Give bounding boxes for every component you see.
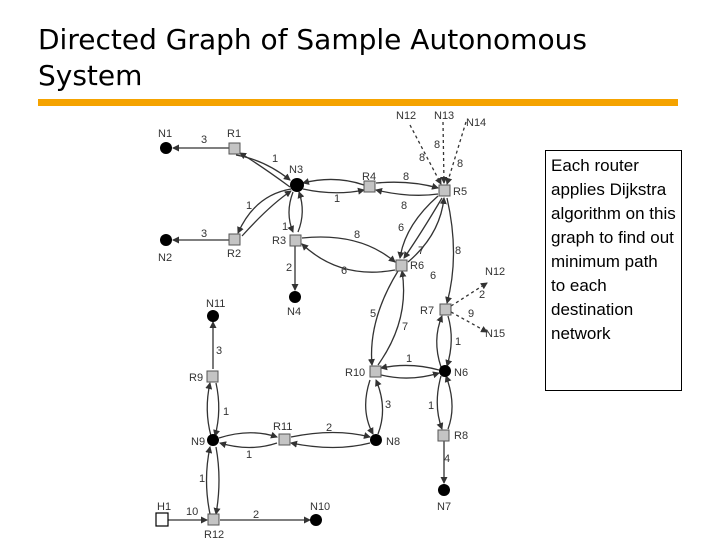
node-r1: [229, 143, 240, 154]
node-r5: [439, 185, 450, 196]
weight-r6-r3: 6: [341, 265, 348, 277]
label-r6: R6: [410, 260, 425, 272]
weight-r10-r6: 7: [402, 321, 409, 333]
edge-r8-n6: [446, 376, 452, 429]
edge-n14-r5: [447, 122, 466, 184]
label-n2: N2: [158, 252, 173, 264]
weight-n6-r8: 1: [428, 400, 435, 412]
label-n11: N11: [206, 298, 226, 310]
weight-r8-n7: 4: [444, 453, 451, 465]
label-r3: R3: [272, 235, 287, 247]
node-n9: [207, 434, 219, 446]
node-r9: [207, 371, 218, 382]
label-r7: R7: [420, 305, 435, 317]
edge-n3-r1: [240, 153, 290, 187]
node-n8: [370, 434, 382, 446]
weight-r12-n9: 1: [199, 473, 206, 485]
node-n7: [438, 484, 450, 496]
node-n6: [439, 365, 451, 377]
edge-n9-r9: [207, 383, 211, 436]
node-r6: [396, 260, 407, 271]
weight-n9-r11: 1: [246, 449, 253, 461]
label-n3: N3: [289, 164, 304, 176]
weight-r5-r6-b: 7: [418, 245, 425, 257]
label-r4: R4: [362, 171, 377, 183]
weight-n3-r2: 1: [246, 200, 253, 212]
label-n9: N9: [191, 436, 206, 448]
label-r11: R11: [273, 421, 293, 433]
label-n6: N6: [454, 367, 469, 379]
edge-r6-r3: [302, 244, 395, 272]
weight-r9-n11: 3: [216, 345, 223, 357]
edge-n12-r5: [410, 125, 441, 184]
weight-h1-r12: 10: [186, 506, 199, 518]
weight-n14-r5: 8: [457, 158, 464, 170]
edge-n9-r12: [216, 447, 219, 514]
weight-r5-r7: 8: [455, 245, 462, 257]
edge-r4-n3: [303, 179, 364, 185]
node-r8: [438, 430, 449, 441]
weight-r1-n1: 3: [201, 134, 208, 146]
edge-r5-r7: [447, 198, 454, 303]
node-n3: [290, 178, 304, 192]
weight-r4-n3: 1: [334, 193, 341, 205]
edge-n8-r11: [291, 443, 370, 448]
weight-r2-n2: 3: [201, 228, 208, 240]
node-r11: [279, 434, 290, 445]
edge-n9-r11: [219, 433, 277, 438]
label-n12-top: N12: [396, 110, 417, 122]
label-h1: H1: [157, 501, 172, 513]
weight-r6-r5: 6: [430, 270, 437, 282]
edge-n13-r5: [443, 122, 444, 183]
edge-r3-n3: [298, 192, 302, 232]
weight-r7-n15: 9: [468, 308, 475, 320]
weight-r5-r4: 8: [401, 200, 408, 212]
edge-n6-r8: [437, 376, 442, 429]
label-n13: N13: [434, 110, 455, 122]
node-n11: [207, 310, 219, 322]
weight-r3-n4: 2: [286, 262, 293, 274]
label-n4: N4: [287, 306, 302, 318]
callout-text: Each router applies Dijkstra algorithm on this graph to find out minimum path to each destination network: [551, 156, 676, 343]
label-n10: N10: [310, 501, 331, 513]
label-n8: N8: [386, 436, 401, 448]
weight-n6-r10: 1: [406, 353, 413, 365]
edge-r7-n6: [447, 316, 451, 366]
weight-r5-r6-a: 6: [398, 222, 405, 234]
edge-r11-n9: [220, 443, 277, 448]
label-n15: N15: [485, 328, 506, 340]
node-r10: [370, 366, 381, 377]
node-r12: [208, 514, 219, 525]
label-r10: R10: [345, 367, 366, 379]
label-n14: N14: [466, 117, 487, 129]
weight-r11-n8: 2: [326, 422, 333, 434]
callout-box: [545, 150, 682, 391]
node-n10: [310, 514, 322, 526]
label-n7: N7: [437, 501, 452, 513]
label-r12: R12: [204, 529, 225, 540]
label-n12-right: N12: [485, 266, 506, 278]
edge-r4-r5: [376, 182, 438, 188]
edge-n6-r7: [437, 316, 442, 367]
edge-n8-r10: [376, 380, 383, 434]
node-n1: [160, 142, 172, 154]
weight-r4-r5: 8: [403, 171, 410, 183]
weight-r10-n8: 3: [385, 399, 392, 411]
weight-n12-r5: 8: [419, 152, 426, 164]
weight-r12-n10: 2: [253, 509, 260, 521]
edge-r9-n9: [215, 383, 219, 436]
node-r2: [229, 234, 240, 245]
label-r1: R1: [227, 128, 242, 140]
label-r9: R9: [189, 372, 204, 384]
edge-r10-n8: [366, 380, 373, 434]
label-n1: N1: [158, 128, 173, 140]
node-h1: [156, 513, 168, 526]
edge-n3-r3-a: [289, 192, 293, 232]
edge-r3-r6: [302, 237, 395, 262]
edge-r5-r4: [376, 190, 438, 195]
weight-r6-r10: 5: [370, 308, 377, 320]
label-r8: R8: [454, 430, 469, 442]
edge-r10-r6: [378, 271, 404, 365]
node-n2: [160, 234, 172, 246]
weight-r7-n12: 2: [479, 289, 486, 301]
weight-r3-r6: 8: [354, 229, 361, 241]
node-r3: [290, 235, 301, 246]
label-r2: R2: [227, 248, 242, 260]
weight-r1-n3: 1: [272, 153, 279, 165]
weight-n9-r9: 1: [223, 406, 230, 418]
node-n4: [289, 291, 301, 303]
slide-title: Directed Graph of Sample Autonomous System: [38, 23, 587, 92]
weight-n6-r7: 1: [455, 336, 462, 348]
edge-r10-n6: [381, 373, 439, 378]
node-r7: [440, 304, 451, 315]
edge-n6-r10: [381, 365, 439, 370]
label-r5: R5: [453, 186, 468, 198]
edge-r12-n9: [207, 447, 211, 514]
weight-n13-r5: 8: [434, 139, 441, 151]
weight-n3-r3: 1: [282, 221, 289, 233]
